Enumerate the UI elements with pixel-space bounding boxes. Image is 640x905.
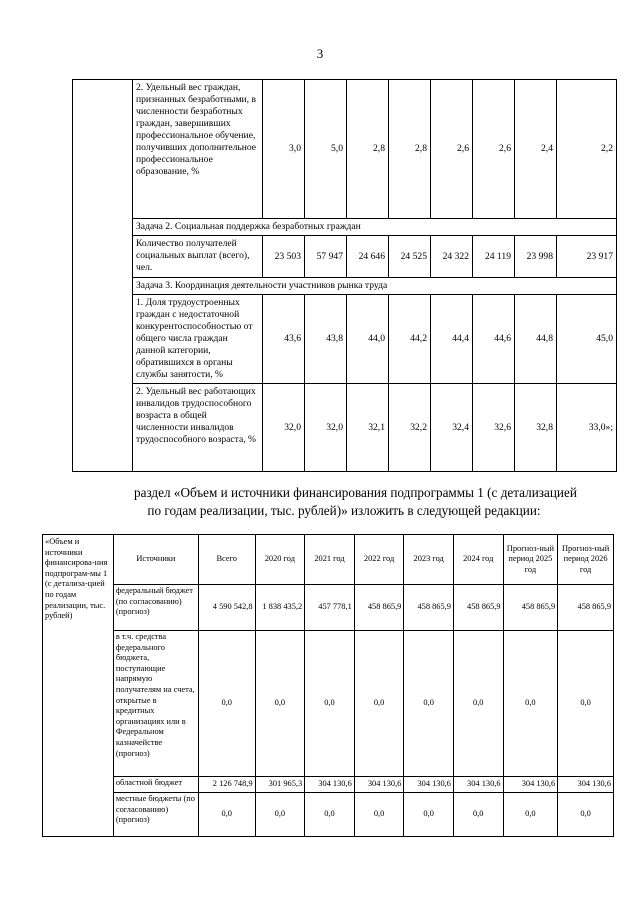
value-cell: 44,6 (473, 295, 515, 384)
value-cell: 32,0 (263, 384, 305, 472)
value-cell: 0,0 (354, 793, 404, 837)
source-cell: в т.ч. средства федерального бюджета, поступающие напрямую получателям на счета, открытые в кредитных организациях или в Федеральном казначействе (прогноз) (113, 631, 198, 777)
page-number: 3 (316, 46, 324, 61)
value-cell: 24 525 (389, 236, 431, 278)
value-cell: 304 130,6 (558, 777, 614, 793)
task-heading: Задача 2. Социальная поддержка безработных граждан (133, 219, 617, 236)
table-row (43, 793, 614, 837)
value-cell: 32,2 (389, 384, 431, 472)
table-header-row (43, 535, 614, 585)
empty-label-cell (73, 80, 133, 472)
indicator-label: 2. Удельный вес граждан, признанных безработными, в численности безработных граждан, завершивших профессиональное обучение, получивших дополнительное профессиональное образование, % (133, 80, 263, 219)
table-row (43, 585, 614, 631)
column-header: 2020 год (255, 535, 305, 585)
value-cell: 32,8 (515, 384, 557, 472)
section-label: «Объем и источники финансирова-ния подпрограм-мы 1 (с детализа-цией по годам реализации, тыс. рублей) (43, 535, 114, 837)
column-header: Всего (198, 535, 255, 585)
value-cell: 57 947 (305, 236, 347, 278)
column-header: Прогноз-ный период 2026 год (558, 535, 614, 585)
value-cell: 24 646 (347, 236, 389, 278)
source-cell: федеральный бюджет (по согласованию) (прогноз) (113, 585, 198, 631)
value-cell: 0,0 (255, 631, 305, 777)
value-cell: 458 865,9 (453, 585, 503, 631)
value-cell: 0,0 (305, 631, 355, 777)
value-cell: 2,2 (557, 80, 617, 219)
value-cell: 0,0 (354, 631, 404, 777)
indicators-table (72, 79, 617, 472)
value-cell: 304 130,6 (503, 777, 558, 793)
value-cell: 1 838 435,2 (255, 585, 305, 631)
source-cell: областной бюджет (113, 777, 198, 793)
source-cell: местные бюджеты (по согласованию) (прогноз) (113, 793, 198, 837)
value-cell: 32,4 (431, 384, 473, 472)
value-cell: 33,0»; (557, 384, 617, 472)
amendment-paragraph-line1: раздел «Объем и источники финансирования подпрограммы 1 (с детализацией (134, 485, 577, 500)
value-cell: 0,0 (503, 631, 558, 777)
value-cell: 0,0 (558, 631, 614, 777)
value-cell: 2 126 748,9 (198, 777, 255, 793)
value-cell: 2,6 (431, 80, 473, 219)
value-cell: 32,6 (473, 384, 515, 472)
value-cell: 45,0 (557, 295, 617, 384)
value-cell: 0,0 (404, 793, 454, 837)
value-cell: 5,0 (305, 80, 347, 219)
table-row (73, 219, 617, 236)
table-row (43, 777, 614, 793)
value-cell: 23 917 (557, 236, 617, 278)
value-cell: 44,2 (389, 295, 431, 384)
value-cell: 0,0 (558, 793, 614, 837)
value-cell: 2,6 (473, 80, 515, 219)
value-cell: 2,8 (389, 80, 431, 219)
amendment-paragraph-line2: по годам реализации, тыс. рублей)» изложить в следующей редакции: (147, 503, 541, 518)
table-row (43, 631, 614, 777)
value-cell: 2,4 (515, 80, 557, 219)
value-cell: 304 130,6 (305, 777, 355, 793)
value-cell: 0,0 (255, 793, 305, 837)
table-row (73, 80, 617, 219)
value-cell: 304 130,6 (404, 777, 454, 793)
value-cell: 0,0 (453, 793, 503, 837)
value-cell: 32,0 (305, 384, 347, 472)
task-heading: Задача 3. Координация деятельности участников рынка труда (133, 278, 617, 295)
indicator-label: Количество получателей социальных выплат (всего), чел. (133, 236, 263, 278)
column-header: 2024 год (453, 535, 503, 585)
value-cell: 32,1 (347, 384, 389, 472)
value-cell: 44,8 (515, 295, 557, 384)
column-header: 2021 год (305, 535, 355, 585)
value-cell: 458 865,9 (404, 585, 454, 631)
table-row (73, 278, 617, 295)
value-cell: 44,0 (347, 295, 389, 384)
value-cell: 0,0 (453, 631, 503, 777)
value-cell: 304 130,6 (453, 777, 503, 793)
value-cell: 458 865,9 (503, 585, 558, 631)
indicator-label: 2. Удельный вес работающих инвалидов трудоспособного возраста в общей численности инвалидов трудоспособного возраста, % (133, 384, 263, 472)
table-row (73, 384, 617, 472)
value-cell: 457 778,1 (305, 585, 355, 631)
table-row (73, 236, 617, 278)
table-row (73, 295, 617, 384)
value-cell: 0,0 (198, 793, 255, 837)
value-cell: 304 130,6 (354, 777, 404, 793)
indicator-label: 1. Доля трудоустроенных граждан с недостаточной конкурентоспособностью от общего числа граждан данной категории, обратившихся в органы службы занятости, % (133, 295, 263, 384)
value-cell: 44,4 (431, 295, 473, 384)
value-cell: 301 965,3 (255, 777, 305, 793)
column-header: Прогноз-ный период 2025 год (503, 535, 558, 585)
value-cell: 3,0 (263, 80, 305, 219)
value-cell: 24 119 (473, 236, 515, 278)
value-cell: 43,6 (263, 295, 305, 384)
value-cell: 0,0 (305, 793, 355, 837)
value-cell: 0,0 (404, 631, 454, 777)
column-header: 2023 год (404, 535, 454, 585)
value-cell: 4 590 542,8 (198, 585, 255, 631)
value-cell: 24 322 (431, 236, 473, 278)
value-cell: 458 865,9 (558, 585, 614, 631)
value-cell: 458 865,9 (354, 585, 404, 631)
value-cell: 0,0 (198, 631, 255, 777)
value-cell: 23 503 (263, 236, 305, 278)
value-cell: 23 998 (515, 236, 557, 278)
finance-table (42, 534, 614, 837)
column-header: Источники (113, 535, 198, 585)
value-cell: 2,8 (347, 80, 389, 219)
value-cell: 43,8 (305, 295, 347, 384)
column-header: 2022 год (354, 535, 404, 585)
value-cell: 0,0 (503, 793, 558, 837)
